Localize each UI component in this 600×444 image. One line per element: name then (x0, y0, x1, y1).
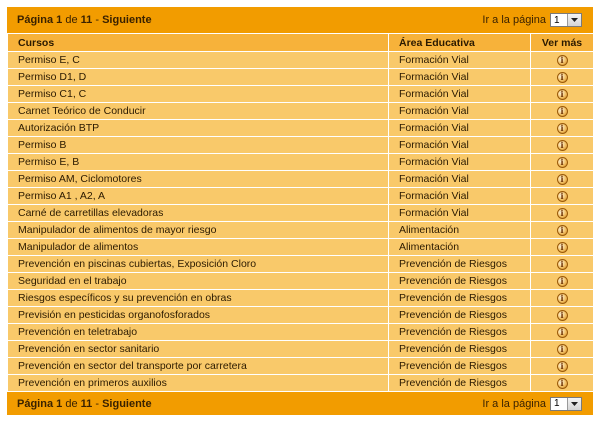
info-icon[interactable]: i (557, 293, 568, 304)
more-info-cell (531, 103, 594, 120)
next-page-link[interactable]: Siguiente (102, 14, 152, 26)
course-name-cell: Permiso C1, C (8, 86, 389, 103)
page-label: Página (17, 397, 54, 410)
table-row (8, 137, 594, 154)
page-of-label: de (65, 397, 78, 410)
col-header-more: Ver más (531, 34, 594, 52)
page-total: 11 (80, 397, 93, 410)
course-name-cell: Manipulador de alimentos (8, 239, 389, 256)
page-current: 1 (56, 14, 63, 26)
page-current: 1 (56, 397, 63, 410)
course-area-cell: Prevención de Riesgos (389, 358, 531, 375)
info-icon[interactable]: i (557, 327, 568, 338)
course-area-cell: Prevención de Riesgos (389, 324, 531, 341)
course-area-cell: Formación Vial (389, 120, 531, 137)
more-info-cell (531, 307, 594, 324)
table-row (8, 86, 594, 103)
more-info-cell (531, 358, 594, 375)
course-name-cell: Permiso AM, Ciclomotores (8, 171, 389, 188)
dropdown-arrow-icon[interactable] (567, 398, 581, 410)
course-list-panel (7, 7, 593, 415)
course-name-cell: Manipulador de alimentos de mayor riesgo (8, 222, 389, 239)
info-icon[interactable]: i (557, 123, 568, 134)
course-area-cell: Formación Vial (389, 86, 531, 103)
dropdown-arrow-icon[interactable] (567, 14, 581, 26)
course-name-cell: Seguridad en el trabajo (8, 273, 389, 290)
table-header-row (8, 34, 594, 52)
info-icon[interactable]: i (557, 140, 568, 151)
course-area-cell: Formación Vial (389, 103, 531, 120)
table-row (8, 52, 594, 69)
more-info-cell (531, 273, 594, 290)
info-icon[interactable]: i (557, 208, 568, 219)
page-info (17, 398, 152, 410)
course-area-cell: Formación Vial (389, 154, 531, 171)
page-select-value: 1 (554, 398, 560, 409)
table-row (8, 239, 594, 256)
table-row (8, 290, 594, 307)
more-info-cell (531, 205, 594, 222)
page-select[interactable] (550, 397, 582, 411)
course-name-cell: Carné de carretillas elevadoras (8, 205, 389, 222)
course-area-cell: Formación Vial (389, 188, 531, 205)
table-row (8, 154, 594, 171)
course-area-cell: Prevención de Riesgos (389, 290, 531, 307)
more-info-cell (531, 52, 594, 69)
table-row (8, 273, 594, 290)
table-row (8, 69, 594, 86)
info-icon[interactable]: i (557, 225, 568, 236)
table-row (8, 103, 594, 120)
course-name-cell: Permiso B (8, 137, 389, 154)
more-info-cell (531, 290, 594, 307)
info-icon[interactable]: i (557, 378, 568, 389)
info-icon[interactable]: i (557, 106, 568, 117)
table-row (8, 205, 594, 222)
table-row (8, 341, 594, 358)
course-name-cell: Riesgos específicos y su prevención en obras (8, 290, 389, 307)
course-name-cell: Previsión en pesticidas organofosforados (8, 307, 389, 324)
course-name-cell: Prevención en primeros auxilios (8, 375, 389, 392)
more-info-cell (531, 137, 594, 154)
course-name-cell: Prevención en sector del transporte por carretera (8, 358, 389, 375)
info-icon[interactable]: i (557, 242, 568, 253)
table-row (8, 324, 594, 341)
course-area-cell: Formación Vial (389, 69, 531, 86)
course-name-cell: Prevención en piscinas cubiertas, Exposición Cloro (8, 256, 389, 273)
course-area-cell: Prevención de Riesgos (389, 341, 531, 358)
more-info-cell (531, 324, 594, 341)
more-info-cell (531, 222, 594, 239)
course-area-cell: Alimentación (389, 222, 531, 239)
page-separator: - (95, 14, 100, 26)
table-row (8, 307, 594, 324)
course-name-cell: Permiso E, C (8, 52, 389, 69)
table-row (8, 375, 594, 392)
course-area-cell: Prevención de Riesgos (389, 375, 531, 392)
table-row (8, 188, 594, 205)
course-name-cell: Prevención en sector sanitario (8, 341, 389, 358)
more-info-cell (531, 239, 594, 256)
pager-top (7, 7, 593, 33)
goto-page-label: Ir a la página (482, 397, 546, 410)
info-icon[interactable]: i (557, 259, 568, 270)
more-info-cell (531, 171, 594, 188)
course-area-cell: Alimentación (389, 239, 531, 256)
more-info-cell (531, 375, 594, 392)
course-area-cell: Formación Vial (389, 205, 531, 222)
page-total: 11 (80, 14, 93, 26)
info-icon[interactable]: i (557, 157, 568, 168)
more-info-cell (531, 120, 594, 137)
more-info-cell (531, 256, 594, 273)
info-icon[interactable]: i (557, 174, 568, 185)
course-area-cell: Prevención de Riesgos (389, 256, 531, 273)
page-of-label: de (65, 14, 78, 26)
page-goto (482, 397, 582, 411)
pager-bottom (7, 392, 593, 415)
course-area-cell: Prevención de Riesgos (389, 273, 531, 290)
course-area-cell: Formación Vial (389, 52, 531, 69)
info-icon[interactable]: i (557, 55, 568, 66)
more-info-cell (531, 86, 594, 103)
info-icon[interactable]: i (557, 310, 568, 321)
more-info-cell (531, 154, 594, 171)
info-icon[interactable]: i (557, 191, 568, 202)
page-select-value: 1 (554, 14, 560, 26)
course-name-cell: Autorización BTP (8, 120, 389, 137)
course-area-cell: Formación Vial (389, 137, 531, 154)
col-header-area: Área Educativa (389, 34, 531, 52)
table-row (8, 222, 594, 239)
table-row (8, 358, 594, 375)
info-icon[interactable]: i (557, 89, 568, 100)
more-info-cell (531, 188, 594, 205)
next-page-link[interactable]: Siguiente (102, 397, 152, 410)
course-area-cell: Prevención de Riesgos (389, 307, 531, 324)
info-icon[interactable]: i (557, 72, 568, 83)
page-label: Página (17, 14, 54, 26)
table-row (8, 256, 594, 273)
page-goto (482, 13, 582, 27)
page-separator: - (95, 397, 100, 410)
courses-table (7, 33, 594, 392)
info-icon[interactable]: i (557, 344, 568, 355)
table-row (8, 120, 594, 137)
page-select[interactable] (550, 13, 582, 27)
table-row (8, 171, 594, 188)
info-icon[interactable]: i (557, 276, 568, 287)
col-header-courses: Cursos (8, 34, 389, 52)
course-name-cell: Permiso E, B (8, 154, 389, 171)
goto-page-label: Ir a la página (482, 14, 546, 26)
more-info-cell (531, 69, 594, 86)
course-name-cell: Carnet Teórico de Conducir (8, 103, 389, 120)
course-name-cell: Permiso D1, D (8, 69, 389, 86)
course-area-cell: Formación Vial (389, 171, 531, 188)
more-info-cell (531, 341, 594, 358)
page-info (17, 14, 152, 26)
course-name-cell: Prevención en teletrabajo (8, 324, 389, 341)
course-name-cell: Permiso A1 , A2, A (8, 188, 389, 205)
info-icon[interactable]: i (557, 361, 568, 372)
